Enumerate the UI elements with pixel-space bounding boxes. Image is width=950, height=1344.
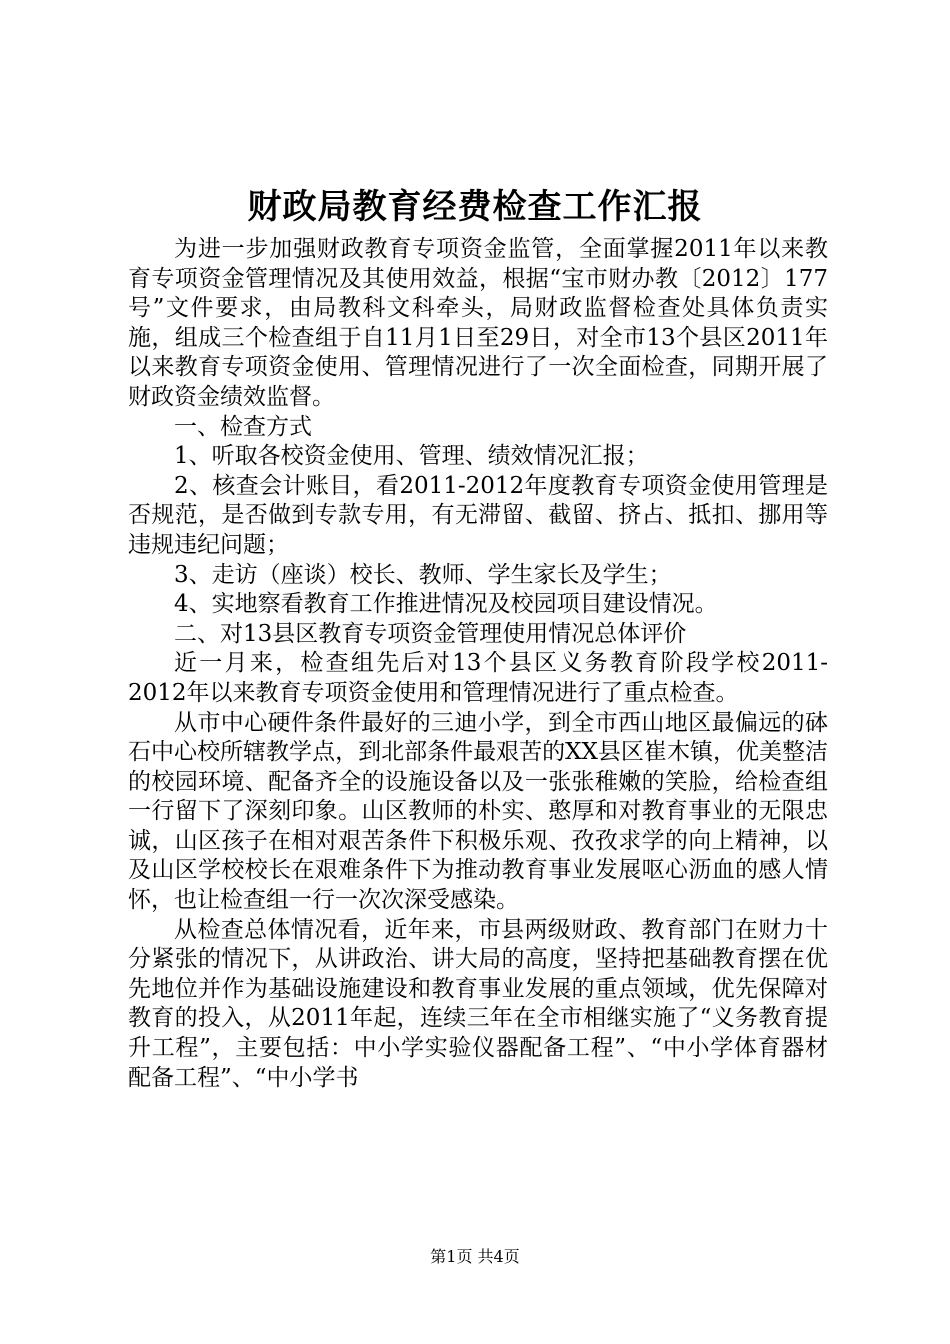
paragraph-overall-situation: 从检查总体情况看，近年来，市县两级财政、教育部门在财力十分紧张的情况下，从讲政治、讲大局的高度，坚持把基础教育摆在优先地位并作为基础设施建设和教育事业发展的重点领域，优先保障对教育的投入，从2011年起，连续三年在全市相继实施了“义务教育提升工程”，主要包括：中小学实验仪器配备工程”、“中小学体育器材配备工程”、“中小学书 (128, 916, 828, 1091)
page-number: 第1页 共4页 (430, 1247, 520, 1266)
list-item-method-4: 4、实地察看教育工作推进情况及校园项目建设情况。 (174, 591, 718, 618)
list-item-method-2: 2、核查会计账目，看2011-2012年度教育专项资金使用管理是否规范，是否做到专款专用，有无滞留、截留、挤占、抵扣、挪用等违规违纪问题； (128, 472, 828, 558)
list-item-method-1: 1、听取各校资金使用、管理、绩效情况汇报； (174, 443, 649, 470)
section-heading-overall-evaluation: 二、对13县区教育专项资金管理使用情况总体评价 (174, 620, 687, 647)
list-item-method-3: 3、走访（座谈）校长、教师、学生家长及学生； (174, 561, 672, 588)
document-title: 财政局教育经费检查工作汇报 (247, 187, 703, 227)
document-body (128, 235, 828, 1093)
section-heading-inspection-method: 一、检查方式 (174, 413, 312, 440)
paragraph-inspection-summary: 近一月来，检查组先后对13个县区义务教育阶段学校2011-2012年以来教育专项资金使用和管理情况进行了重点检查。 (128, 650, 828, 706)
paragraph-school-impressions: 从市中心硬件条件最好的三迪小学，到全市西山地区最偏远的砵石中心校所辖教学点，到北部条件最艰苦的XX县区崔木镇，优美整洁的校园环境、配备齐全的设施设备以及一张张稚嫩的笑脸，给检查组一行留下了深刻印象。山区教师的朴实、憨厚和对教育事业的无限忠诚，山区孩子在相对艰苦条件下积极乐观、孜孜求学的向上精神，以及山区学校校长在艰难条件下为推动教育事业发展呕心沥血的感人情怀，也让检查组一行一次次深受感染。 (128, 709, 828, 914)
paragraph-intro: 为进一步加强财政教育专项资金监管，全面掌握2011年以来教育专项资金管理情况及其使用效益，根据“宝市财办教〔2012〕177号”文件要求，由局教科文科牵头，局财政监督检查处具体负责实施，组成三个检查组于自11月1日至29日，对全市13个县区2011年以来教育专项资金使用、管理情况进行了一次全面检查，同期开展了财政资金绩效监督。 (128, 236, 828, 410)
